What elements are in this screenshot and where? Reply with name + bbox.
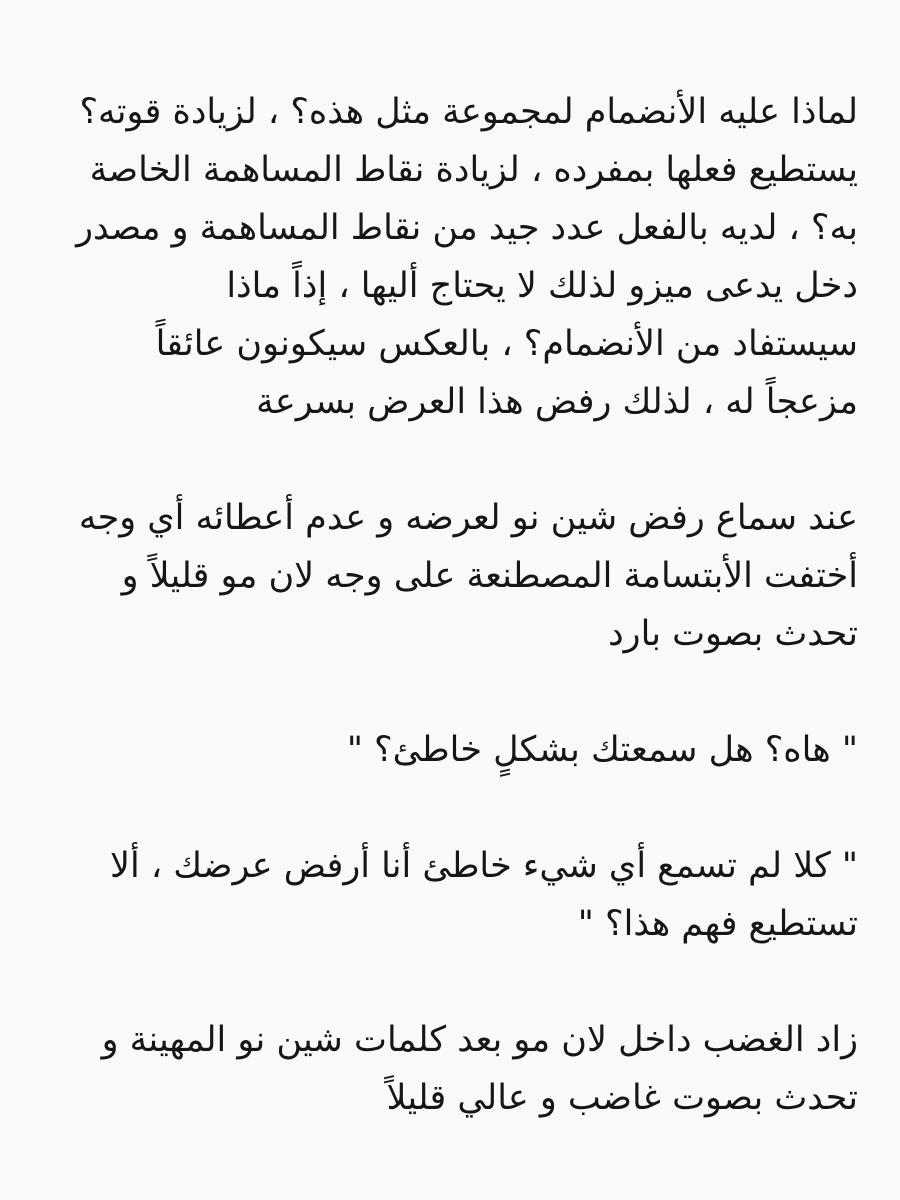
paragraph-5 — [50, 1011, 858, 1127]
text-line: تحدث بصوت غاضب و عالي قليلاً — [386, 1078, 858, 1118]
text-line: عند سماع رفض شين نو لعرضه و عدم أعطائه أي وجه — [78, 498, 858, 538]
paragraph-1 — [50, 83, 858, 431]
text-line: تحدث بصوت بارد — [608, 614, 858, 654]
text-line: سيستفاد من الأنضمام؟ ، بالعكس سيكونون عائقاً — [155, 324, 858, 364]
text-line: به؟ ، لديه بالفعل عدد جيد من نقاط المساهمة و مصدر — [76, 208, 858, 248]
text-line: لماذا عليه الأنضمام لمجموعة مثل هذه؟ ، لزيادة قوته؟ — [79, 92, 858, 132]
text-line: " هاه؟ هل سمعتك بشكلٍ خاطئ؟ " — [346, 730, 858, 770]
paragraph-2 — [50, 489, 858, 663]
text-line: يستطيع فعلها بمفرده ، لزيادة نقاط المساهمة الخاصة — [89, 150, 858, 190]
text-line: مزعجاً له ، لذلك رفض هذا العرض بسرعة — [256, 382, 858, 422]
text-line: تستطيع فهم هذا؟ " — [577, 904, 858, 944]
paragraph-4-dialogue — [50, 837, 858, 953]
paragraph-3-dialogue — [50, 721, 858, 779]
text-line: زاد الغضب داخل لان مو بعد كلمات شين نو المهينة و — [101, 1020, 858, 1060]
text-line: دخل يدعى ميزو لذلك لا يحتاج أليها ، إذاً ماذا — [226, 266, 858, 306]
text-line: أختفت الأبتسامة المصطنعة على وجه لان مو قليلاً و — [121, 556, 858, 596]
text-line: " كلا لم تسمع أي شيء خاطئ أنا أرفض عرضك ، ألا — [110, 846, 858, 886]
